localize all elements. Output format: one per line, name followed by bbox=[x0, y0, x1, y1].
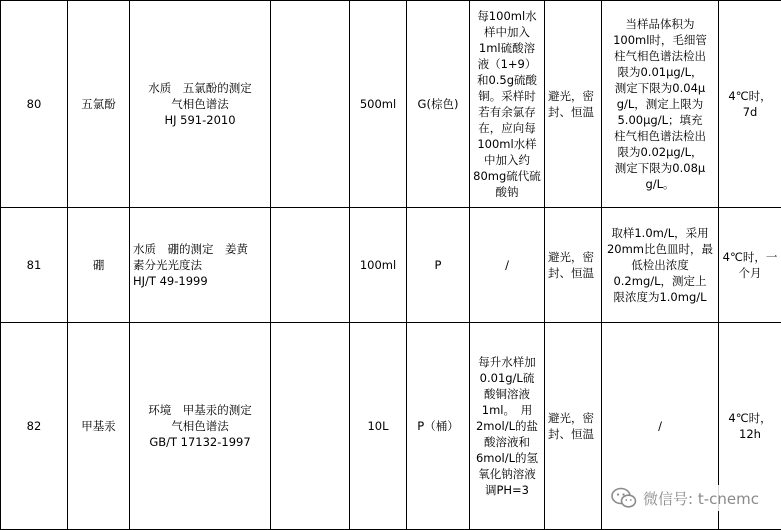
storage-condition: 避光，密 封、恒温 bbox=[545, 323, 602, 530]
preservative: / bbox=[470, 208, 545, 323]
method-standard: 水质 五氯酚的测定 气相色谱法 HJ 591-2010 bbox=[130, 1, 271, 208]
wechat-icon bbox=[611, 487, 637, 509]
container-type: P（桶） bbox=[407, 323, 470, 530]
container-type: P bbox=[407, 208, 470, 323]
remark: 当样品体积为 100ml时，毛细管 柱气相色谱法检出 限为0.01μg/L， 测定下限为0.04μ g/L，测定上限为 5.00μg/L；填充 柱气相色谱法检出 限为0.02μg/L， 测定下限为0.08μ g/L。 bbox=[602, 1, 719, 208]
holding-period: 4℃时，一 个月 bbox=[719, 208, 781, 323]
preservative: 每升水样加 0.01g/L硫 酸铜溶液 1ml。 用 2mol/L的盐 酸溶液和 6mol/L的氢 氧化钠溶液 调PH=3 bbox=[470, 323, 545, 530]
blank-cell bbox=[271, 208, 350, 323]
holding-period: 4℃时， 7d bbox=[719, 1, 781, 208]
holding-period: 4℃时， 12h bbox=[719, 323, 781, 530]
blank-cell bbox=[271, 1, 350, 208]
container-type: G(棕色) bbox=[407, 1, 470, 208]
item-name: 硼 bbox=[68, 208, 130, 323]
storage-condition: 避光，密 封、恒温 bbox=[545, 1, 602, 208]
row-number: 82 bbox=[1, 323, 68, 530]
sample-volume: 100ml bbox=[350, 208, 407, 323]
item-name: 甲基汞 bbox=[68, 323, 130, 530]
remark: 取样1.0m/L，采用 20mm比色皿时，最 低检出浓度 0.2mg/L，测定上 限浓度为1.0mg/L bbox=[602, 208, 719, 323]
item-name: 五氯酚 bbox=[68, 1, 130, 208]
sample-volume: 500ml bbox=[350, 1, 407, 208]
preservative: 每100ml水 样中加入 1ml硫酸溶 液（1+9） 和0.5g硫酸 铜。采样时 若有余氯存 在，应向每 100ml水样 中加入约 80mg硫代硫 酸钠 bbox=[470, 1, 545, 208]
row-number: 81 bbox=[1, 208, 68, 323]
sample-volume: 10L bbox=[350, 323, 407, 530]
method-standard: 环境 甲基汞的测定 气相色谱法 GB/T 17132-1997 bbox=[130, 323, 271, 530]
row-number: 80 bbox=[1, 1, 68, 208]
watermark-text: 微信号: t-cnemc bbox=[643, 488, 759, 509]
wechat-watermark bbox=[607, 485, 763, 511]
table-row bbox=[1, 208, 781, 323]
blank-cell bbox=[271, 323, 350, 530]
remark: / bbox=[602, 323, 719, 530]
storage-condition: 避光，密 封、恒温 bbox=[545, 208, 602, 323]
method-standard: 水质 硼的测定 姜黄 素分光光度法 HJ/T 49-1999 bbox=[130, 208, 271, 323]
table-row bbox=[1, 1, 781, 208]
